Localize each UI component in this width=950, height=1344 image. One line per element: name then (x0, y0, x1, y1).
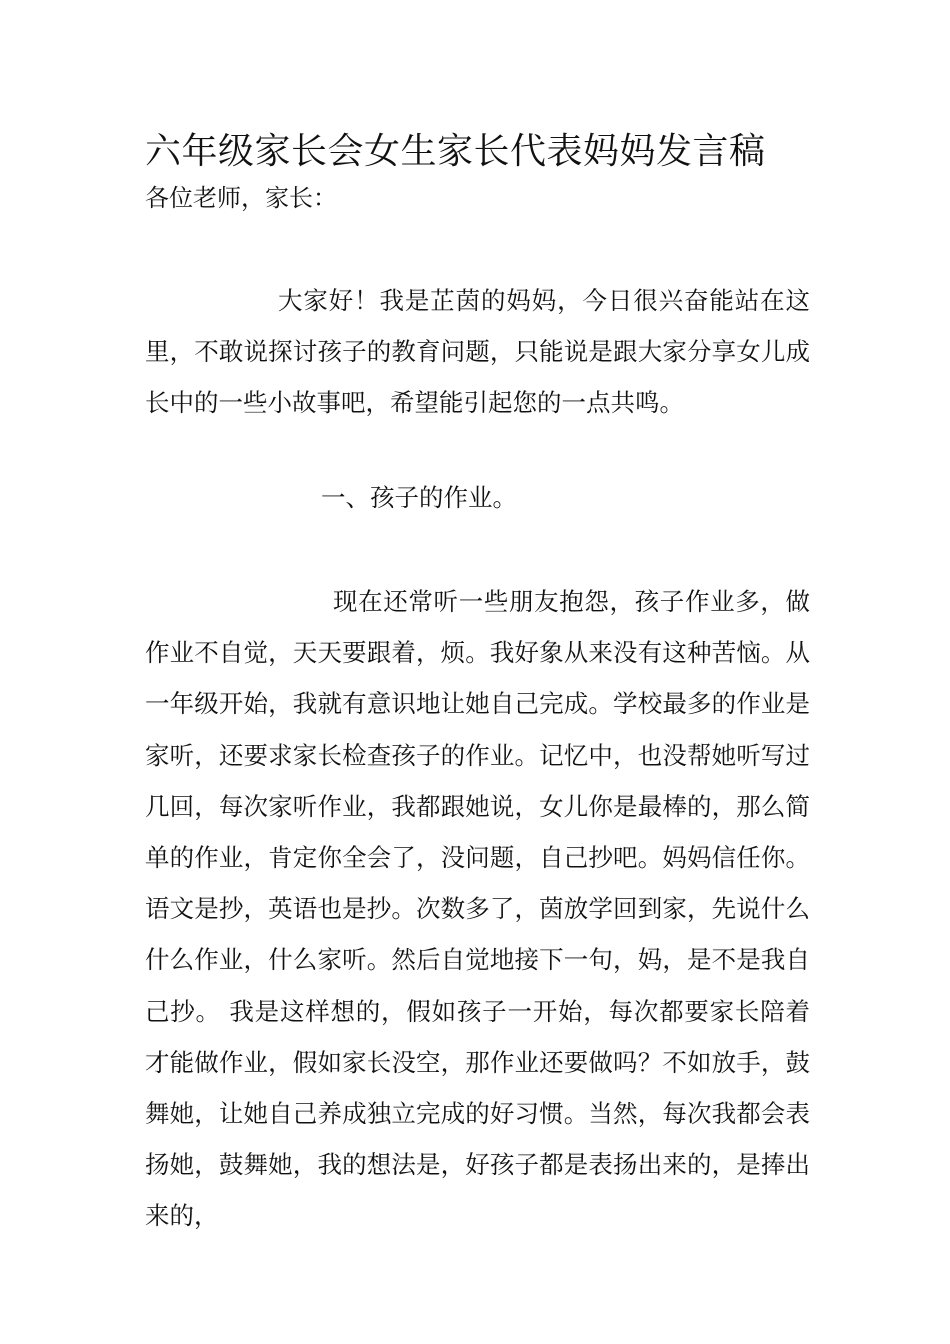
salutation: 各位老师，家长： (145, 184, 337, 212)
document-title: 六年级家长会女生家长代表妈妈发言稿 (145, 131, 766, 172)
paragraph-intro: 大家好！我是芷茵的妈妈，今日很兴奋能站在这里，不敢说探讨孩子的教育问题，只能说是跟大家分享女儿成长中的一些小故事吧，希望能引起您的一点共鸣。 (145, 286, 810, 418)
paragraph-homework: 现在还常听一些朋友抱怨，孩子作业多，做作业不自觉，天天要跟着，烦。我好象从来没有这种苦恼。从一年级开始，我就有意识地让她自己完成。学校最多的作业是家听，还要求家长检查孩子的作业。记忆中，也没帮她听写过几回，每次家听作业，我都跟她说，女儿你是最棒的，那么简单的作业，肯定你全会了，没问题，自己抄吧。妈妈信任你。语文是抄，英语也是抄。次数多了，茵放学回到家，先说什么什么作业，什么家听。然后自觉地接下一句，妈，是不是我自己抄。 我是这样想的，假如孩子一开始，每次都要家长陪着才能做作业，假如家长没空，那作业还要做吗？不如放手，鼓舞她，让她自己养成独立完成的好习惯。当然，每次我都会表扬她，鼓舞她，我的想法是，好孩子都是表扬出来的，是捧出来的， (145, 587, 810, 1231)
section-heading: 一、孩子的作业。 (321, 483, 517, 512)
